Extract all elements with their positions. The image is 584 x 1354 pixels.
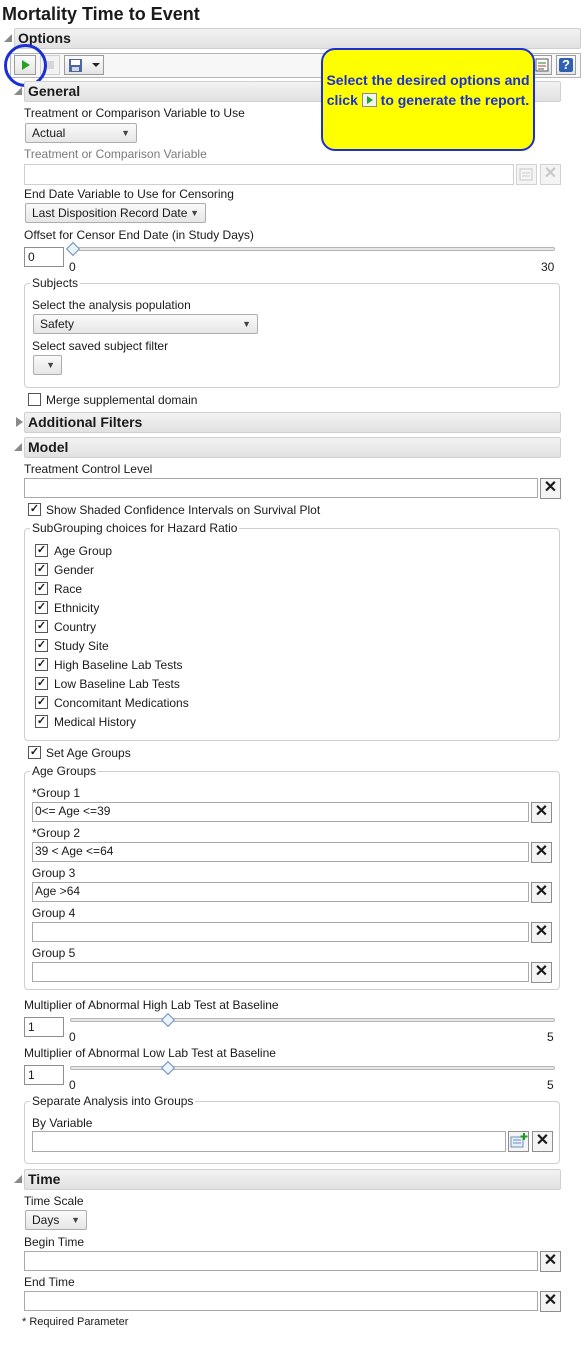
high-slider-max: 5 xyxy=(547,1030,554,1044)
checkmark-icon: ✓ xyxy=(36,544,47,556)
end-date-select[interactable] xyxy=(25,203,206,223)
age-group-field[interactable] xyxy=(32,962,529,982)
collapse-triangle-icon[interactable] xyxy=(4,34,12,42)
checkmark-icon: ✓ xyxy=(36,563,47,575)
close-icon: ✕ xyxy=(543,1292,558,1309)
close-icon: ✕ xyxy=(534,843,549,860)
subgroup-label: Race xyxy=(54,582,83,596)
chevron-down-icon: ▼ xyxy=(242,319,251,329)
save-icon xyxy=(65,56,103,74)
offset-input[interactable]: 0 xyxy=(24,247,64,267)
control-level-label: Treatment Control Level xyxy=(24,462,153,476)
checkmark-icon: ✓ xyxy=(36,677,47,689)
close-icon: ✕ xyxy=(534,803,549,820)
subgroup-label: Gender xyxy=(54,563,95,577)
treatment-var-label: Treatment or Comparison Variable xyxy=(24,147,207,161)
clear-age-group-button[interactable] xyxy=(531,802,552,823)
offset-slider-track[interactable] xyxy=(70,247,555,251)
offset-slider-min: 0 xyxy=(69,260,76,274)
age-group-field[interactable]: 0<= Age <=39 xyxy=(32,802,529,822)
add-variable-icon xyxy=(509,1132,528,1151)
subgroup-label: Study Site xyxy=(54,639,109,653)
required-note: * Required Parameter xyxy=(22,1316,129,1328)
age-group-field[interactable]: Age >64 xyxy=(32,882,529,902)
page-title: Mortality Time to Event xyxy=(2,4,200,24)
shaded-ci-checkbox[interactable] xyxy=(28,503,41,516)
subgroup-checkbox[interactable] xyxy=(35,544,48,557)
save-dropdown-button[interactable] xyxy=(64,55,104,75)
begin-time-label: Begin Time xyxy=(24,1235,85,1249)
chevron-down-icon: ▼ xyxy=(46,360,55,370)
high-slider-min: 0 xyxy=(69,1030,76,1044)
additional-filters-label: Additional Filters xyxy=(28,414,143,430)
report-options-button[interactable] xyxy=(532,55,552,75)
control-level-field[interactable] xyxy=(24,478,538,498)
checkmark-icon: ✓ xyxy=(36,639,47,651)
subgroup-checkbox[interactable] xyxy=(35,563,48,576)
checkmark-icon: ✓ xyxy=(36,696,47,708)
set-age-groups-label: Set Age Groups xyxy=(46,746,131,760)
clear-age-group-button[interactable] xyxy=(531,962,552,983)
subgroup-checkbox[interactable] xyxy=(35,639,48,652)
run-icon xyxy=(362,93,377,107)
close-icon: ✕ xyxy=(534,923,549,940)
close-icon: ✕ xyxy=(535,1132,550,1149)
model-header[interactable] xyxy=(24,437,561,458)
end-time-field[interactable] xyxy=(24,1291,538,1311)
treatment-var-to-use-label: Treatment or Comparison Variable to Use xyxy=(24,106,245,120)
age-group-label: *Group 1 xyxy=(32,786,81,800)
offset-slider-thumb[interactable] xyxy=(66,242,80,256)
subgroup-label: High Baseline Lab Tests xyxy=(54,658,183,672)
low-multiplier-slider-track[interactable] xyxy=(70,1066,555,1070)
close-icon: ✕ xyxy=(543,165,558,182)
low-multiplier-label: Multiplier of Abnormal Low Lab Test at Baseline xyxy=(24,1046,276,1060)
population-value: Safety xyxy=(40,317,75,331)
low-slider-min: 0 xyxy=(69,1078,76,1092)
end-time-label: End Time xyxy=(24,1275,75,1289)
checkmark-icon: ✓ xyxy=(29,503,40,515)
subject-filter-label: Select saved subject filter xyxy=(32,339,169,353)
clear-by-variable-button[interactable] xyxy=(532,1131,553,1152)
subgroup-label: Country xyxy=(54,620,97,634)
subgroup-label: Age Group xyxy=(54,544,113,558)
subgroup-checkbox[interactable] xyxy=(35,715,48,728)
treatment-var-field[interactable] xyxy=(24,164,514,185)
age-groups-legend: Age Groups xyxy=(32,764,97,778)
add-variable-button[interactable] xyxy=(516,164,537,185)
low-multiplier-input[interactable]: 1 xyxy=(24,1065,64,1085)
checkmark-icon: ✓ xyxy=(36,582,47,594)
time-scale-label: Time Scale xyxy=(24,1194,84,1208)
clear-begin-time-button[interactable] xyxy=(540,1251,561,1272)
expand-triangle-icon[interactable] xyxy=(16,417,23,427)
help-button[interactable] xyxy=(556,55,576,75)
offset-slider-max: 30 xyxy=(541,260,555,274)
clear-age-group-button[interactable] xyxy=(531,882,552,903)
clear-control-level-button[interactable] xyxy=(540,478,561,499)
by-variable-field[interactable] xyxy=(32,1131,506,1152)
age-group-field[interactable] xyxy=(32,922,529,942)
by-variable-label: By Variable xyxy=(32,1116,93,1130)
shaded-ci-label: Show Shaded Confidence Intervals on Survival Plot xyxy=(46,503,321,517)
close-icon: ✕ xyxy=(543,1252,558,1269)
time-header[interactable] xyxy=(24,1169,561,1190)
options-header[interactable] xyxy=(14,28,581,49)
subgroup-checkbox[interactable] xyxy=(35,677,48,690)
checkmark-icon: ✓ xyxy=(36,658,47,670)
add-variable-icon xyxy=(517,165,536,184)
end-date-label: End Date Variable to Use for Censoring xyxy=(24,187,234,201)
subgrouping-legend: SubGrouping choices for Hazard Ratio xyxy=(32,521,238,535)
high-multiplier-label: Multiplier of Abnormal High Lab Test at Baseline xyxy=(24,998,279,1012)
callout-text: Select the desired options and click xyxy=(326,72,530,108)
time-header-label: Time xyxy=(28,1171,61,1187)
add-by-variable-button[interactable] xyxy=(508,1131,529,1152)
checkmark-icon: ✓ xyxy=(29,746,40,758)
collapse-triangle-icon[interactable] xyxy=(14,1175,22,1183)
age-group-label: Group 4 xyxy=(32,906,76,920)
instruction-callout xyxy=(321,48,535,151)
additional-filters-header[interactable] xyxy=(24,412,561,433)
callout-text-end: to generate the report. xyxy=(380,92,530,108)
subject-filter-select[interactable] xyxy=(33,355,62,375)
subgroup-label: Low Baseline Lab Tests xyxy=(54,677,180,691)
treatment-var-to-use-value: Actual xyxy=(32,126,66,140)
age-group-label: Group 3 xyxy=(32,866,76,880)
subgroup-label: Ethnicity xyxy=(54,601,100,615)
clear-age-group-button[interactable] xyxy=(531,922,552,943)
population-label: Select the analysis population xyxy=(32,298,191,312)
collapse-triangle-icon[interactable] xyxy=(14,443,22,451)
subgroup-label: Medical History xyxy=(54,715,137,729)
age-group-label: Group 5 xyxy=(32,946,76,960)
set-age-groups-checkbox[interactable] xyxy=(28,746,41,759)
begin-time-field[interactable] xyxy=(24,1251,538,1271)
offset-label: Offset for Censor End Date (in Study Days) xyxy=(24,228,254,242)
treatment-var-to-use-select[interactable] xyxy=(25,123,137,143)
population-select[interactable] xyxy=(33,314,258,334)
subgroup-checkbox[interactable] xyxy=(35,658,48,671)
separate-analysis-legend: Separate Analysis into Groups xyxy=(32,1094,194,1108)
checkmark-icon: ✓ xyxy=(36,620,47,632)
time-scale-value: Days xyxy=(32,1213,60,1227)
clear-age-group-button[interactable] xyxy=(531,842,552,863)
high-multiplier-slider-thumb[interactable] xyxy=(161,1013,175,1027)
checkmark-icon: ✓ xyxy=(36,601,47,613)
chevron-down-icon: ▼ xyxy=(190,208,199,218)
subgroup-checkbox[interactable] xyxy=(35,696,48,709)
subgroup-checkbox[interactable] xyxy=(35,582,48,595)
merge-supplemental-checkbox[interactable] xyxy=(28,393,41,406)
subgroup-checkbox[interactable] xyxy=(35,620,48,633)
subgroup-label: Concomitant Medications xyxy=(54,696,189,710)
close-icon: ✕ xyxy=(534,883,549,900)
low-multiplier-slider-thumb[interactable] xyxy=(161,1061,175,1075)
checkmark-icon: ✓ xyxy=(36,715,47,727)
subjects-legend: Subjects xyxy=(32,276,79,290)
close-icon: ✕ xyxy=(543,479,558,496)
subgroup-checkbox[interactable] xyxy=(35,601,48,614)
options-header-label: Options xyxy=(18,30,71,46)
age-group-label: *Group 2 xyxy=(32,826,81,840)
high-multiplier-slider-track[interactable] xyxy=(70,1018,555,1022)
time-scale-select[interactable] xyxy=(25,1210,87,1230)
clear-end-time-button[interactable] xyxy=(540,1291,561,1312)
collapse-triangle-icon[interactable] xyxy=(14,87,22,95)
end-date-value: Last Disposition Record Date xyxy=(32,206,188,220)
chevron-down-icon: ▼ xyxy=(71,1215,80,1225)
low-slider-max: 5 xyxy=(547,1078,554,1092)
model-header-label: Model xyxy=(28,439,69,455)
merge-supplemental-label: Merge supplemental domain xyxy=(46,393,198,407)
help-glyph: ? xyxy=(562,57,570,72)
chevron-down-icon: ▼ xyxy=(121,128,130,138)
high-multiplier-input[interactable]: 1 xyxy=(24,1017,64,1037)
report-icon xyxy=(533,56,551,74)
general-header-label: General xyxy=(28,83,81,99)
age-group-field[interactable]: 39 < Age <=64 xyxy=(32,842,529,862)
close-icon: ✕ xyxy=(534,963,549,980)
clear-treatment-var-button[interactable] xyxy=(540,164,561,185)
